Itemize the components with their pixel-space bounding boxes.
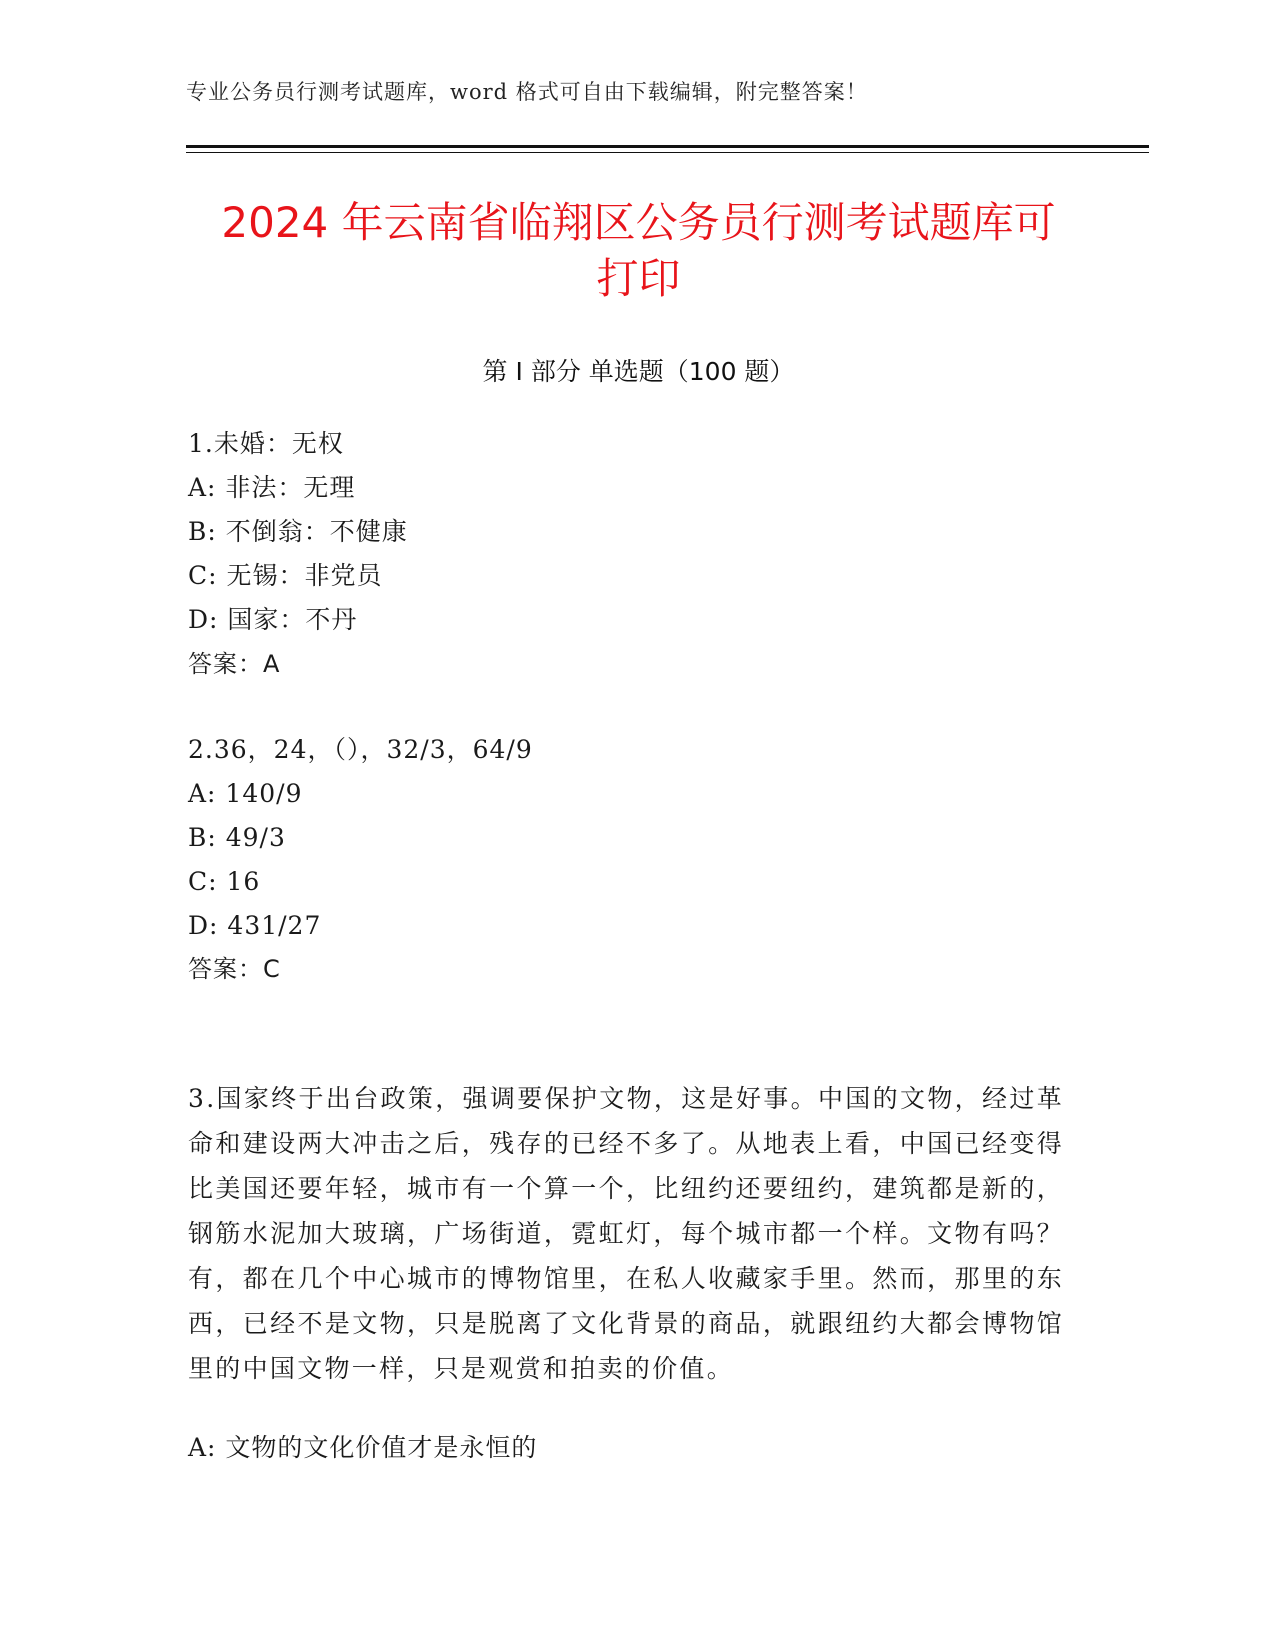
- section-heading: 第 I 部分 单选题（100 题）: [482, 357, 795, 386]
- document-title: [186, 195, 1091, 307]
- q1-stem: 1.未婚：无权: [188, 429, 344, 458]
- header-divider-thin: [186, 152, 1149, 153]
- q2-answer: 答案：C: [188, 955, 281, 983]
- title-line-1: 2024 年云南省临翔区公务员行测考试题库可: [221, 198, 1056, 247]
- title-line-2: 打印: [596, 254, 681, 303]
- q2-option-b: B: 49/3: [188, 823, 286, 852]
- q1-option-a: A: 非法：无理: [188, 473, 356, 502]
- q2-option-d: D: 431/27: [188, 911, 322, 940]
- q3-stem: 3.国家终于出台政策，强调要保护文物，这是好事。中国的文物，经过革命和建设两大冲击之后，残存的已经不多了。从地表上看，中国已经变得比美国还要年轻，城市有一个算一个，比纽约还要纽约，建筑都是新的，钢筋水泥加大玻璃，广场街道，霓虹灯，每个城市都一个样。文物有吗？有，都在几个中心城市的博物馆里，在私人收藏家手里。然而，那里的东西，已经不是文物，只是脱离了文化背景的商品，就跟纽约大都会博物馆里的中国文物一样，只是观赏和拍卖的价值。: [188, 1084, 1064, 1383]
- q2-option-c: C: 16: [188, 867, 261, 896]
- q2-option-a: A: 140/9: [188, 779, 303, 808]
- header-divider-thick: [186, 145, 1149, 148]
- q1-option-c: C: 无锡：非党员: [188, 561, 383, 590]
- q2-stem: 2.36，24，（），32/3，64/9: [188, 735, 533, 764]
- q3-option-a: A: 文物的文化价值才是永恒的: [188, 1433, 538, 1462]
- q1-option-d: D: 国家：不丹: [188, 605, 358, 634]
- q1-option-b: B: 不倒翁：不健康: [188, 517, 408, 546]
- header-note: 专业公务员行测考试题库，word 格式可自由下载编辑，附完整答案！: [186, 80, 868, 104]
- q1-answer: 答案：A: [188, 650, 281, 678]
